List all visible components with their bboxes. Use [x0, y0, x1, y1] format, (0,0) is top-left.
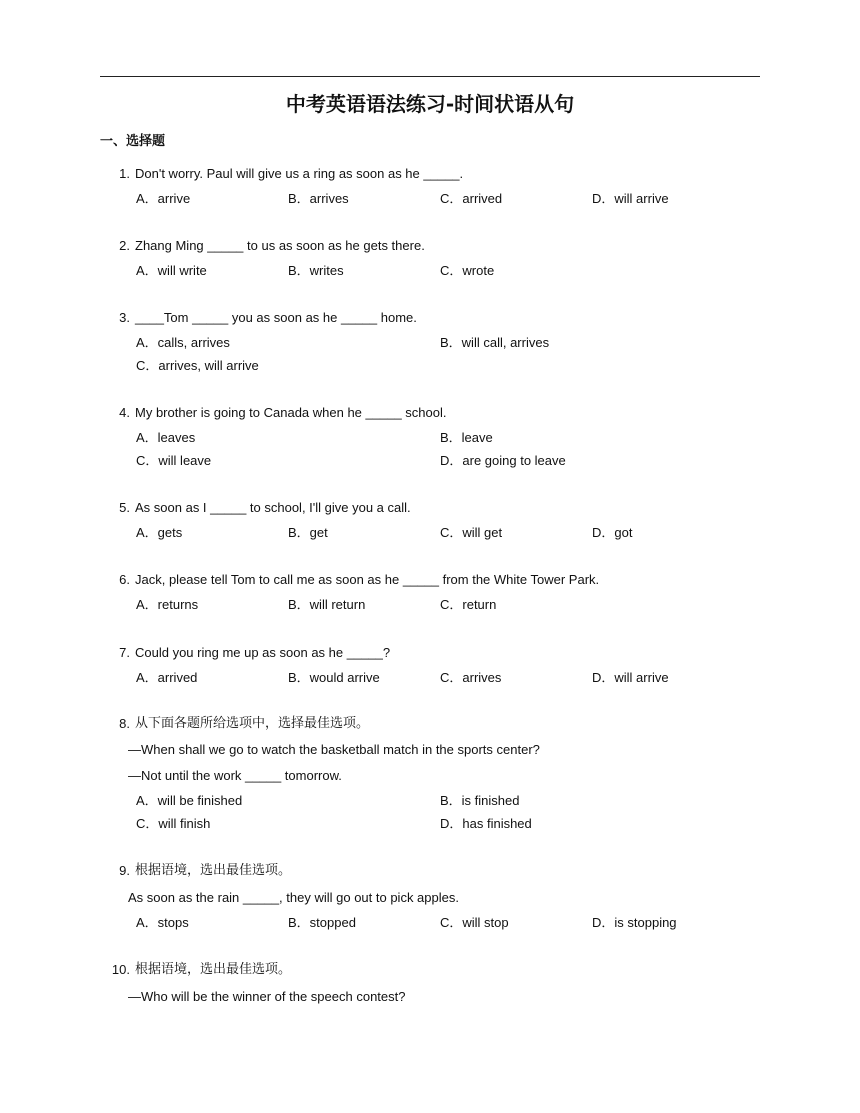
option-label: C． [440, 670, 463, 685]
option-label: C． [440, 597, 463, 612]
option-text: writes [309, 263, 344, 278]
option-c[interactable] [440, 190, 502, 208]
option-text: gets [157, 525, 183, 540]
question-stem: My brother is going to Canada when he _____ school. [135, 405, 447, 420]
option-text: stopped [309, 915, 356, 930]
option-d[interactable] [592, 190, 669, 208]
option-text: calls, arrives [157, 335, 230, 350]
option-a[interactable] [136, 262, 207, 280]
option-label: D． [592, 670, 615, 685]
option-text: will call, arrives [461, 335, 550, 350]
option-b[interactable] [288, 524, 328, 542]
option-text: arrives [309, 191, 349, 206]
option-label: B． [440, 793, 462, 808]
question-number: 9. [119, 863, 130, 878]
option-b[interactable] [440, 429, 493, 447]
question-number: 8. [119, 716, 130, 731]
option-label: B． [288, 263, 310, 278]
option-d[interactable] [592, 524, 632, 542]
option-d[interactable] [440, 815, 532, 833]
option-a[interactable] [136, 524, 182, 542]
option-label: D． [592, 525, 615, 540]
option-label: C． [440, 263, 463, 278]
option-c[interactable] [440, 524, 502, 542]
question-line: —When shall we go to watch the basketball match in the sports center? [128, 742, 540, 757]
option-text: arrived [157, 670, 198, 685]
question-stem: 根据语境，选出最佳选项。 [135, 962, 292, 977]
option-text: leaves [157, 430, 196, 445]
option-label: A． [136, 430, 158, 445]
option-c[interactable] [440, 262, 494, 280]
option-label: A． [136, 793, 158, 808]
option-text: stops [157, 915, 189, 930]
option-text: will finish [158, 816, 211, 831]
option-b[interactable] [440, 792, 519, 810]
option-text: arrives [462, 670, 502, 685]
option-text: got [614, 525, 633, 540]
option-text: are going to leave [462, 453, 566, 468]
question-stem: Don't worry. Paul will give us a ring as soon as he _____. [135, 166, 464, 181]
option-text: returns [157, 597, 199, 612]
option-c[interactable] [440, 596, 496, 614]
option-text: would arrive [309, 670, 380, 685]
option-label: C． [440, 525, 463, 540]
option-text: will return [309, 597, 366, 612]
option-text: will stop [462, 915, 509, 930]
option-text: get [309, 525, 328, 540]
option-label: B． [288, 191, 310, 206]
option-text: will arrive [614, 191, 669, 206]
option-text: arrives, will arrive [158, 358, 259, 373]
option-label: A． [136, 915, 158, 930]
option-label: C． [136, 358, 159, 373]
question-number: 4. [119, 405, 130, 420]
option-label: B． [288, 915, 310, 930]
option-label: C． [136, 816, 159, 831]
question-line: As soon as the rain _____, they will go out to pick apples. [128, 890, 459, 905]
option-a[interactable] [136, 914, 189, 932]
option-label: B． [288, 670, 310, 685]
option-text: leave [461, 430, 493, 445]
option-b[interactable] [288, 669, 380, 687]
option-c[interactable] [440, 669, 501, 687]
option-text: is stopping [614, 915, 677, 930]
option-b[interactable] [288, 596, 365, 614]
option-text: will get [462, 525, 503, 540]
question-stem: 根据语境，选出最佳选项。 [135, 863, 292, 878]
option-label: A． [136, 525, 158, 540]
option-label: A． [136, 191, 158, 206]
question-number: 6. [119, 572, 130, 587]
option-a[interactable] [136, 190, 190, 208]
option-d[interactable] [592, 669, 669, 687]
option-label: C． [440, 191, 463, 206]
option-b[interactable] [440, 334, 549, 352]
option-text: will be finished [157, 793, 243, 808]
option-label: A． [136, 335, 158, 350]
question-number: 1. [119, 166, 130, 181]
question-stem: Could you ring me up as soon as he _____? [135, 645, 391, 660]
option-label: D． [592, 915, 615, 930]
option-label: A． [136, 670, 158, 685]
option-text: is finished [461, 793, 520, 808]
option-c[interactable] [440, 914, 509, 932]
question-stem: 从下面各题所给选项中，选择最佳选项。 [135, 716, 370, 731]
question-number: 2. [119, 238, 130, 253]
question-stem: As soon as I _____ to school, I'll give you a call. [135, 500, 411, 515]
option-b[interactable] [288, 914, 356, 932]
option-label: C． [440, 915, 463, 930]
option-a[interactable] [136, 429, 195, 447]
section-heading: 一、选择题 [100, 134, 166, 149]
option-c[interactable] [136, 357, 259, 375]
option-b[interactable] [288, 190, 349, 208]
option-b[interactable] [288, 262, 344, 280]
option-text: will arrive [614, 670, 669, 685]
option-c[interactable] [136, 815, 210, 833]
top-rule [100, 76, 760, 77]
option-text: will leave [158, 453, 212, 468]
option-label: C． [136, 453, 159, 468]
option-text: wrote [462, 263, 495, 278]
option-d[interactable] [592, 914, 677, 932]
option-label: A． [136, 597, 158, 612]
option-label: D． [440, 816, 463, 831]
option-text: has finished [462, 816, 532, 831]
option-a[interactable] [136, 596, 198, 614]
question-stem: Zhang Ming _____ to us as soon as he gets there. [135, 238, 425, 253]
option-label: A． [136, 263, 158, 278]
option-label: B． [440, 335, 462, 350]
option-d[interactable] [440, 452, 566, 470]
option-label: B． [288, 597, 310, 612]
option-a[interactable] [136, 792, 242, 810]
option-c[interactable] [136, 452, 211, 470]
question-stem: ____Tom _____ you as soon as he _____ home. [135, 310, 417, 325]
question-line: —Who will be the winner of the speech contest? [128, 989, 406, 1004]
question-stem: Jack, please tell Tom to call me as soon as he _____ from the White Tower Park. [135, 572, 600, 587]
option-a[interactable] [136, 669, 197, 687]
question-line: —Not until the work _____ tomorrow. [128, 768, 342, 783]
option-label: B． [288, 525, 310, 540]
question-number: 10. [111, 962, 130, 977]
option-text: arrived [462, 191, 503, 206]
option-a[interactable] [136, 334, 230, 352]
option-label: D． [592, 191, 615, 206]
question-number: 5. [119, 500, 130, 515]
option-text: arrive [157, 191, 191, 206]
option-label: D． [440, 453, 463, 468]
option-text: return [462, 597, 497, 612]
question-number: 3. [119, 310, 130, 325]
page-title: 中考英语语法练习-时间状语从句 [285, 92, 575, 116]
option-label: B． [440, 430, 462, 445]
option-text: will write [157, 263, 207, 278]
question-number: 7. [119, 645, 130, 660]
